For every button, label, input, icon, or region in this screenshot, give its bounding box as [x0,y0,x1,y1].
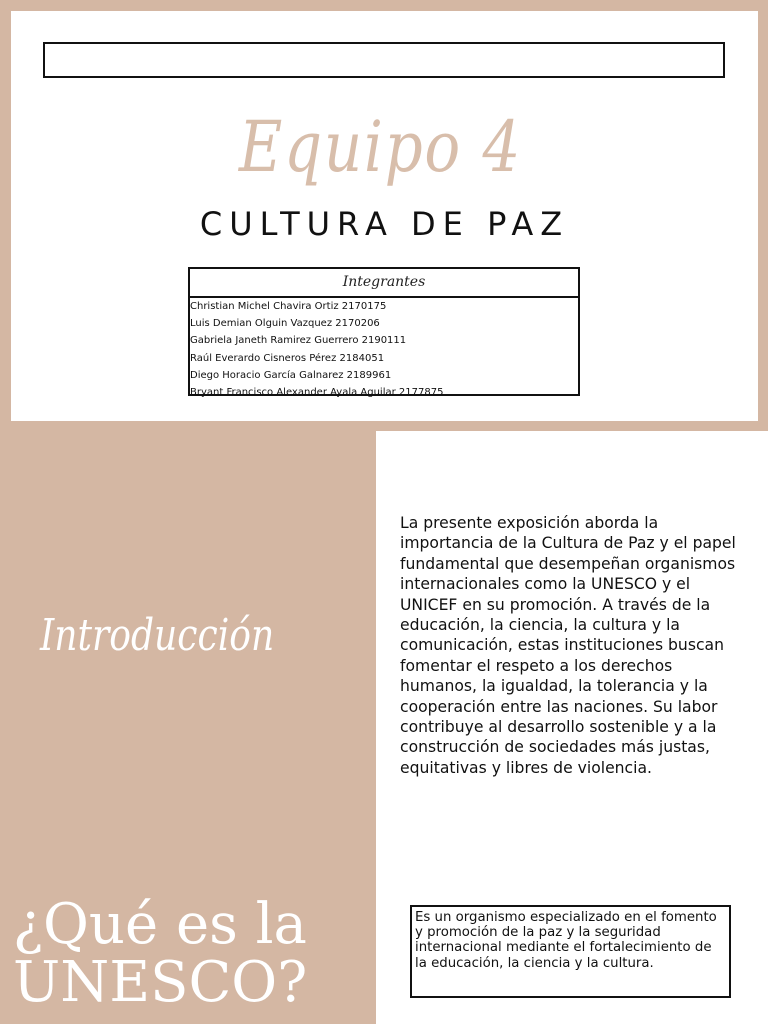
unesco-definition: Es un organismo especializado en el fomento y promoción de la paz y la seguridad internacional mediante el fortalecimiento de la educación, la ciencia y la cultura. [415,910,717,971]
unesco-definition-box [410,905,731,998]
members-list [190,298,578,401]
cover-title: CULTURA DE PAZ [199,205,570,243]
member-item: Christian Michel Chavira Ortiz 2170175 [190,301,387,312]
member-item: Gabriela Janeth Ramirez Guerrero 2190111 [190,335,407,347]
member-item: Bryant Francisco Alexander Ayala Aguilar 2177875 [190,387,444,399]
members-table [188,267,580,399]
intro-heading: Introducción [40,610,275,661]
unesco-heading: ¿Qué es la UNESCO? [13,892,308,1015]
member-item: Raúl Everardo Cisneros Pérez 2184051 [190,352,385,364]
team-script-title: Equipo 4 [238,106,523,188]
member-item: Diego Horacio García Galnarez 2189961 [190,369,392,381]
members-heading: Integrantes [190,269,578,298]
title-box [43,42,725,78]
cover-card [11,11,758,421]
intro-paragraph: La presente exposición aborda la importancia de la Cultura de Paz y el papel fundamental que desempeñan organismos internacionales como la UNESCO y el UNICEF en su promoción. A través de la educación, la ciencia, la cultura y la comunicación, estas instituciones buscan fomentar el respeto a los derechos humanos, la igualdad, la tolerancia y la cooperación entre las naciones. Su labor contribuye al desarrollo sostenible y a la construcción de sociedades más justas, equitativas y libres de violencia. [400,514,736,777]
member-item: Luis Demian Olguin Vazquez 2170206 [190,318,380,330]
